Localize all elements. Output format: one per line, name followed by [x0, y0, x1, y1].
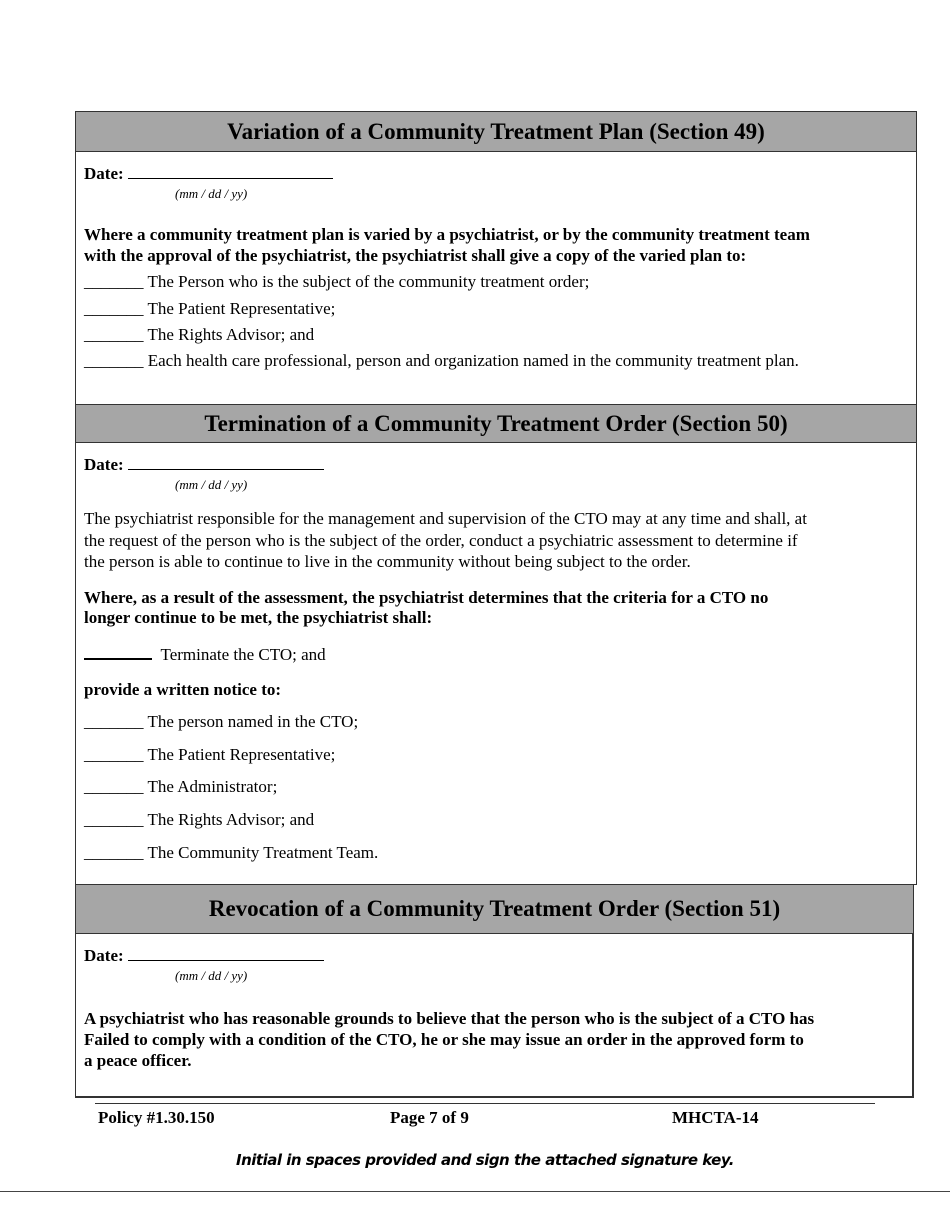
date-label-text: Date: — [84, 455, 124, 474]
item-text: The Patient Representative; — [147, 745, 336, 764]
initial-blank[interactable]: _______ — [84, 843, 144, 862]
bold-paragraph-line: longer continue to be met, the psychiatrist shall: — [84, 608, 433, 627]
initial-blank[interactable]: _______ — [84, 299, 144, 318]
date-label-text: Date: — [84, 164, 124, 183]
date-label-text: Date: — [84, 946, 124, 965]
date-field[interactable] — [128, 455, 324, 470]
terminate-item — [84, 644, 326, 665]
item-text: The person named in the CTO; — [147, 712, 359, 731]
page-bottom-divider — [0, 1191, 950, 1192]
list-item — [84, 325, 314, 345]
intro-line: Where a community treatment plan is varied by a psychiatrist, or by the community treatment team — [84, 225, 810, 244]
bold-paragraph-line: A psychiatrist who has reasonable grounds to believe that the person who is the subject of a CTO has — [84, 1009, 815, 1028]
date-label — [84, 164, 333, 184]
notice-label: provide a written notice to: — [84, 680, 282, 699]
date-label — [84, 946, 324, 966]
item-text: The Rights Advisor; and — [147, 810, 315, 829]
initial-blank[interactable]: _______ — [84, 712, 144, 731]
item-text: The Person who is the subject of the community treatment order; — [147, 272, 590, 291]
item-text: The Patient Representative; — [147, 299, 336, 318]
date-field[interactable] — [128, 164, 333, 179]
bold-paragraph-line: Where, as a result of the assessment, the psychiatrist determines that the criteria for a CTO no — [84, 588, 769, 607]
paragraph-line: the request of the person who is the subject of the order, conduct a psychiatric assessment to determine if — [84, 531, 798, 550]
initial-blank[interactable]: _______ — [84, 272, 144, 291]
list-item — [84, 777, 277, 797]
section-51-header: Revocation of a Community Treatment Order (Section 51) — [75, 884, 914, 934]
list-item — [84, 351, 799, 371]
intro-line: with the approval of the psychiatrist, the psychiatrist shall give a copy of the varied plan to: — [84, 246, 747, 265]
list-item — [84, 810, 314, 830]
initial-blank[interactable] — [84, 644, 152, 660]
item-text: Terminate the CTO; and — [160, 645, 326, 664]
initial-blank[interactable]: _______ — [84, 777, 144, 796]
date-hint: (mm / dd / yy) — [175, 968, 248, 983]
list-item — [84, 712, 358, 732]
paragraph-line: the person is able to continue to live in the community without being subject to the order. — [84, 552, 691, 571]
list-item — [84, 745, 335, 765]
date-field[interactable] — [128, 946, 324, 961]
section-50-header: Termination of a Community Treatment Order (Section 50) — [75, 404, 917, 443]
footer-page-number: Page 7 of 9 — [390, 1108, 469, 1127]
item-text: The Administrator; — [147, 777, 278, 796]
list-item — [84, 843, 378, 863]
initial-blank[interactable]: _______ — [84, 351, 144, 370]
date-hint: (mm / dd / yy) — [175, 186, 248, 201]
footer-code: MHCTA-14 — [672, 1108, 759, 1127]
bold-paragraph-line: a peace officer. — [84, 1051, 192, 1070]
item-text: The Rights Advisor; and — [147, 325, 315, 344]
list-item — [84, 272, 589, 292]
list-item — [84, 299, 335, 319]
paragraph-line: The psychiatrist responsible for the management and supervision of the CTO may at any time and shall, at — [84, 509, 807, 528]
date-hint: (mm / dd / yy) — [175, 477, 248, 492]
initial-blank[interactable]: _______ — [84, 745, 144, 764]
date-label — [84, 455, 324, 475]
bold-paragraph-line: Failed to comply with a condition of the CTO, he or she may issue an order in the approved form to — [84, 1030, 804, 1049]
item-text: Each health care professional, person and organization named in the community treatment plan. — [147, 351, 799, 370]
footer-divider — [95, 1103, 875, 1104]
initial-blank[interactable]: _______ — [84, 810, 144, 829]
item-text: The Community Treatment Team. — [147, 843, 379, 862]
footer-note: Initial in spaces provided and sign the attached signature key. — [236, 1151, 734, 1169]
footer-policy: Policy #1.30.150 — [98, 1108, 215, 1127]
section-49-header: Variation of a Community Treatment Plan (Section 49) — [75, 111, 917, 152]
initial-blank[interactable]: _______ — [84, 325, 144, 344]
